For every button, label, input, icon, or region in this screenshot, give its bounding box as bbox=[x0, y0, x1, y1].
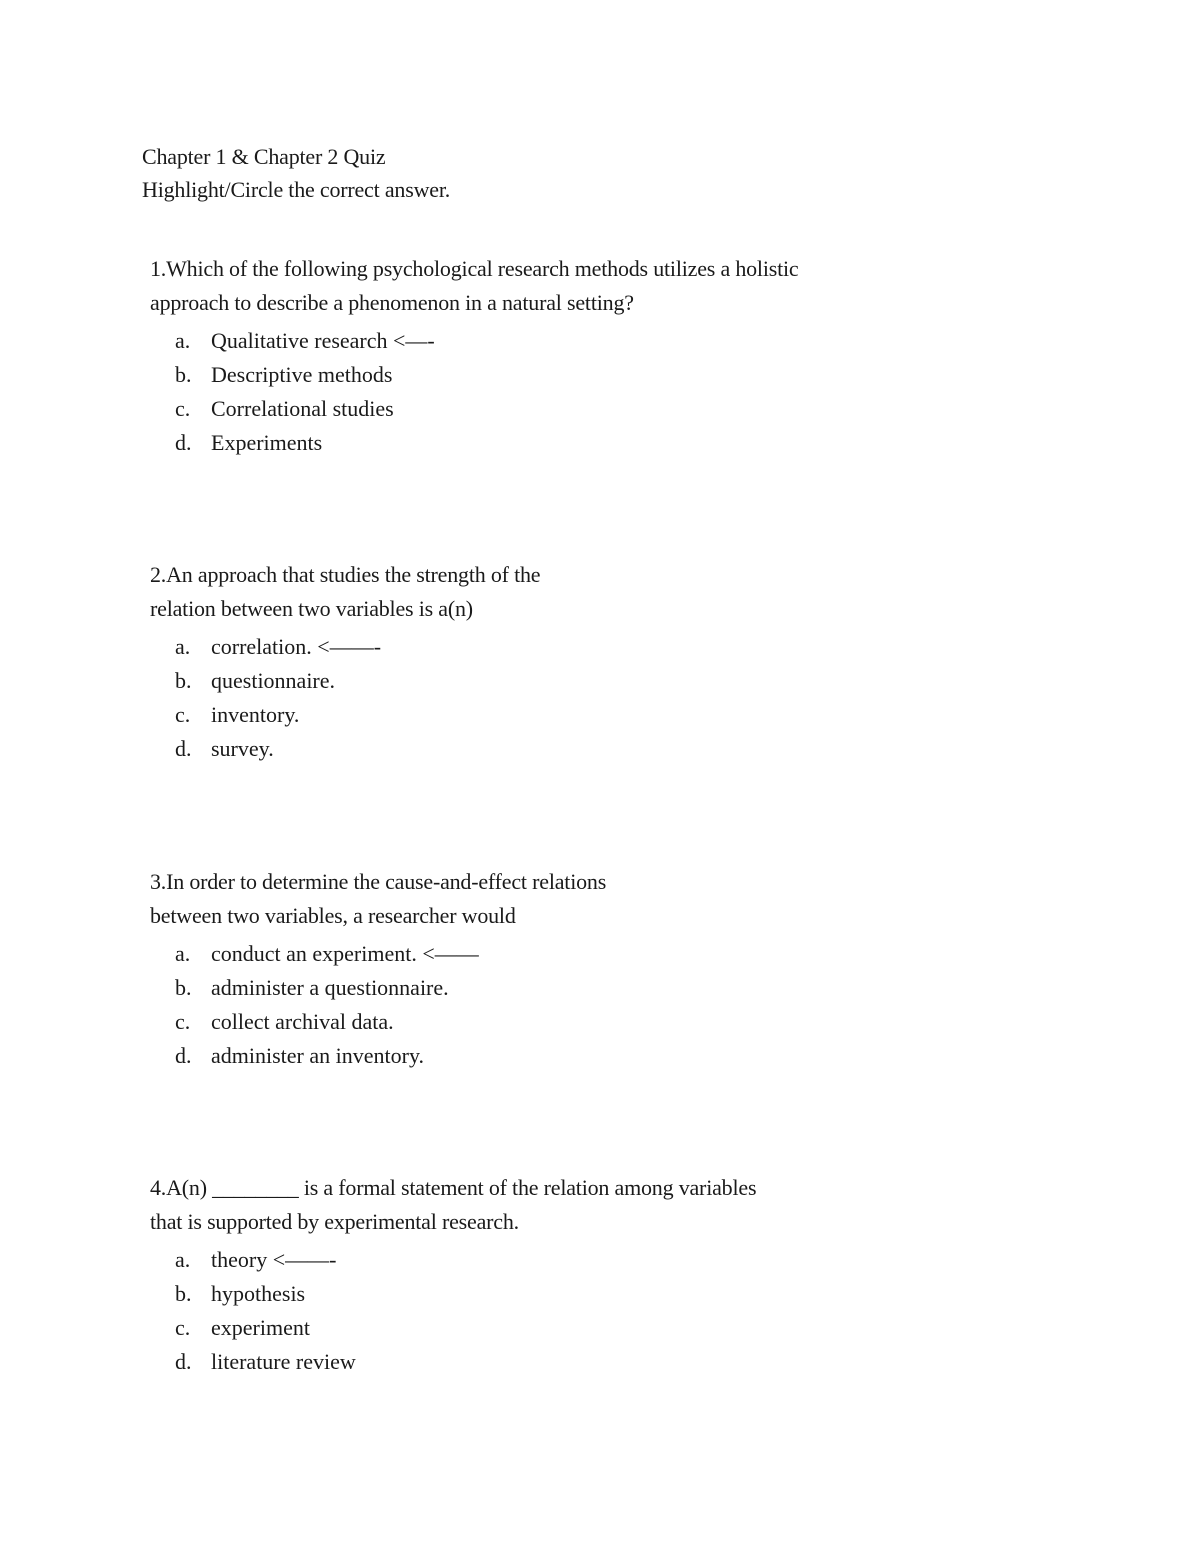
question-3-options bbox=[150, 937, 1050, 1073]
option-letter: b. bbox=[175, 362, 192, 387]
question-1-line-1: 1.Which of the following psychological research methods utilizes a holistic bbox=[150, 256, 799, 281]
option-letter: d. bbox=[175, 1043, 192, 1068]
question-1-options bbox=[150, 324, 1050, 460]
option-letter: b. bbox=[175, 1281, 192, 1306]
question-2-option-b[interactable] bbox=[150, 664, 1050, 698]
question-3-option-c[interactable] bbox=[150, 1005, 1050, 1039]
question-4-option-d[interactable] bbox=[150, 1345, 1050, 1379]
option-text: conduct an experiment. <—— bbox=[211, 941, 479, 966]
option-text: correlation. <——- bbox=[211, 634, 382, 659]
option-text: questionnaire. bbox=[211, 668, 336, 693]
option-letter: d. bbox=[175, 430, 192, 455]
option-text: Qualitative research <—- bbox=[211, 328, 435, 353]
option-letter: a. bbox=[175, 1247, 191, 1272]
option-text: hypothesis bbox=[211, 1281, 306, 1306]
quiz-title: Chapter 1 & Chapter 2 Quiz bbox=[142, 144, 386, 169]
option-letter: b. bbox=[175, 975, 192, 1000]
option-letter: a. bbox=[175, 328, 191, 353]
option-letter: a. bbox=[175, 634, 191, 659]
question-2-line-1: 2.An approach that studies the strength of the bbox=[150, 562, 541, 587]
question-2-line-2: relation between two variables is a(n) bbox=[150, 596, 473, 621]
option-text: collect archival data. bbox=[211, 1009, 394, 1034]
question-4-option-c[interactable] bbox=[150, 1311, 1050, 1345]
question-4-option-b[interactable] bbox=[150, 1277, 1050, 1311]
question-1 bbox=[150, 252, 1050, 460]
option-text: survey. bbox=[211, 736, 274, 761]
question-1-option-a[interactable] bbox=[150, 324, 1050, 358]
option-letter: d. bbox=[175, 1349, 192, 1374]
option-text: experiment bbox=[211, 1315, 310, 1340]
question-3-option-b[interactable] bbox=[150, 971, 1050, 1005]
question-2-option-d[interactable] bbox=[150, 732, 1050, 766]
question-3 bbox=[150, 865, 1050, 1073]
option-text: theory <——- bbox=[211, 1247, 337, 1272]
question-2-options bbox=[150, 630, 1050, 766]
option-letter: d. bbox=[175, 736, 192, 761]
question-3-line-1: 3.In order to determine the cause-and-effect relations bbox=[150, 869, 607, 894]
question-4-line-2: that is supported by experimental research. bbox=[150, 1209, 519, 1234]
question-1-option-d[interactable] bbox=[150, 426, 1050, 460]
option-letter: a. bbox=[175, 941, 191, 966]
option-letter: c. bbox=[175, 396, 191, 421]
question-1-line-2: approach to describe a phenomenon in a natural setting? bbox=[150, 290, 634, 315]
option-text: administer an inventory. bbox=[211, 1043, 425, 1068]
question-3-option-a[interactable] bbox=[150, 937, 1050, 971]
option-letter: c. bbox=[175, 702, 191, 727]
option-text: Descriptive methods bbox=[211, 362, 393, 387]
question-4-line-1: 4.A(n) ________ is a formal statement of the relation among variables bbox=[150, 1175, 757, 1200]
question-3-option-d[interactable] bbox=[150, 1039, 1050, 1073]
option-text: inventory. bbox=[211, 702, 300, 727]
option-text: administer a questionnaire. bbox=[211, 975, 449, 1000]
question-2 bbox=[150, 558, 1050, 766]
question-2-option-c[interactable] bbox=[150, 698, 1050, 732]
question-1-option-b[interactable] bbox=[150, 358, 1050, 392]
option-letter: c. bbox=[175, 1315, 191, 1340]
question-2-option-a[interactable] bbox=[150, 630, 1050, 664]
option-letter: b. bbox=[175, 668, 192, 693]
option-text: Correlational studies bbox=[211, 396, 394, 421]
question-4-options bbox=[150, 1243, 1050, 1379]
question-3-line-2: between two variables, a researcher would bbox=[150, 903, 516, 928]
option-text: Experiments bbox=[211, 430, 323, 455]
question-4 bbox=[150, 1171, 1050, 1379]
option-text: literature review bbox=[211, 1349, 356, 1374]
question-4-option-a[interactable] bbox=[150, 1243, 1050, 1277]
quiz-instruction: Highlight/Circle the correct answer. bbox=[142, 177, 451, 202]
question-1-option-c[interactable] bbox=[150, 392, 1050, 426]
option-letter: c. bbox=[175, 1009, 191, 1034]
